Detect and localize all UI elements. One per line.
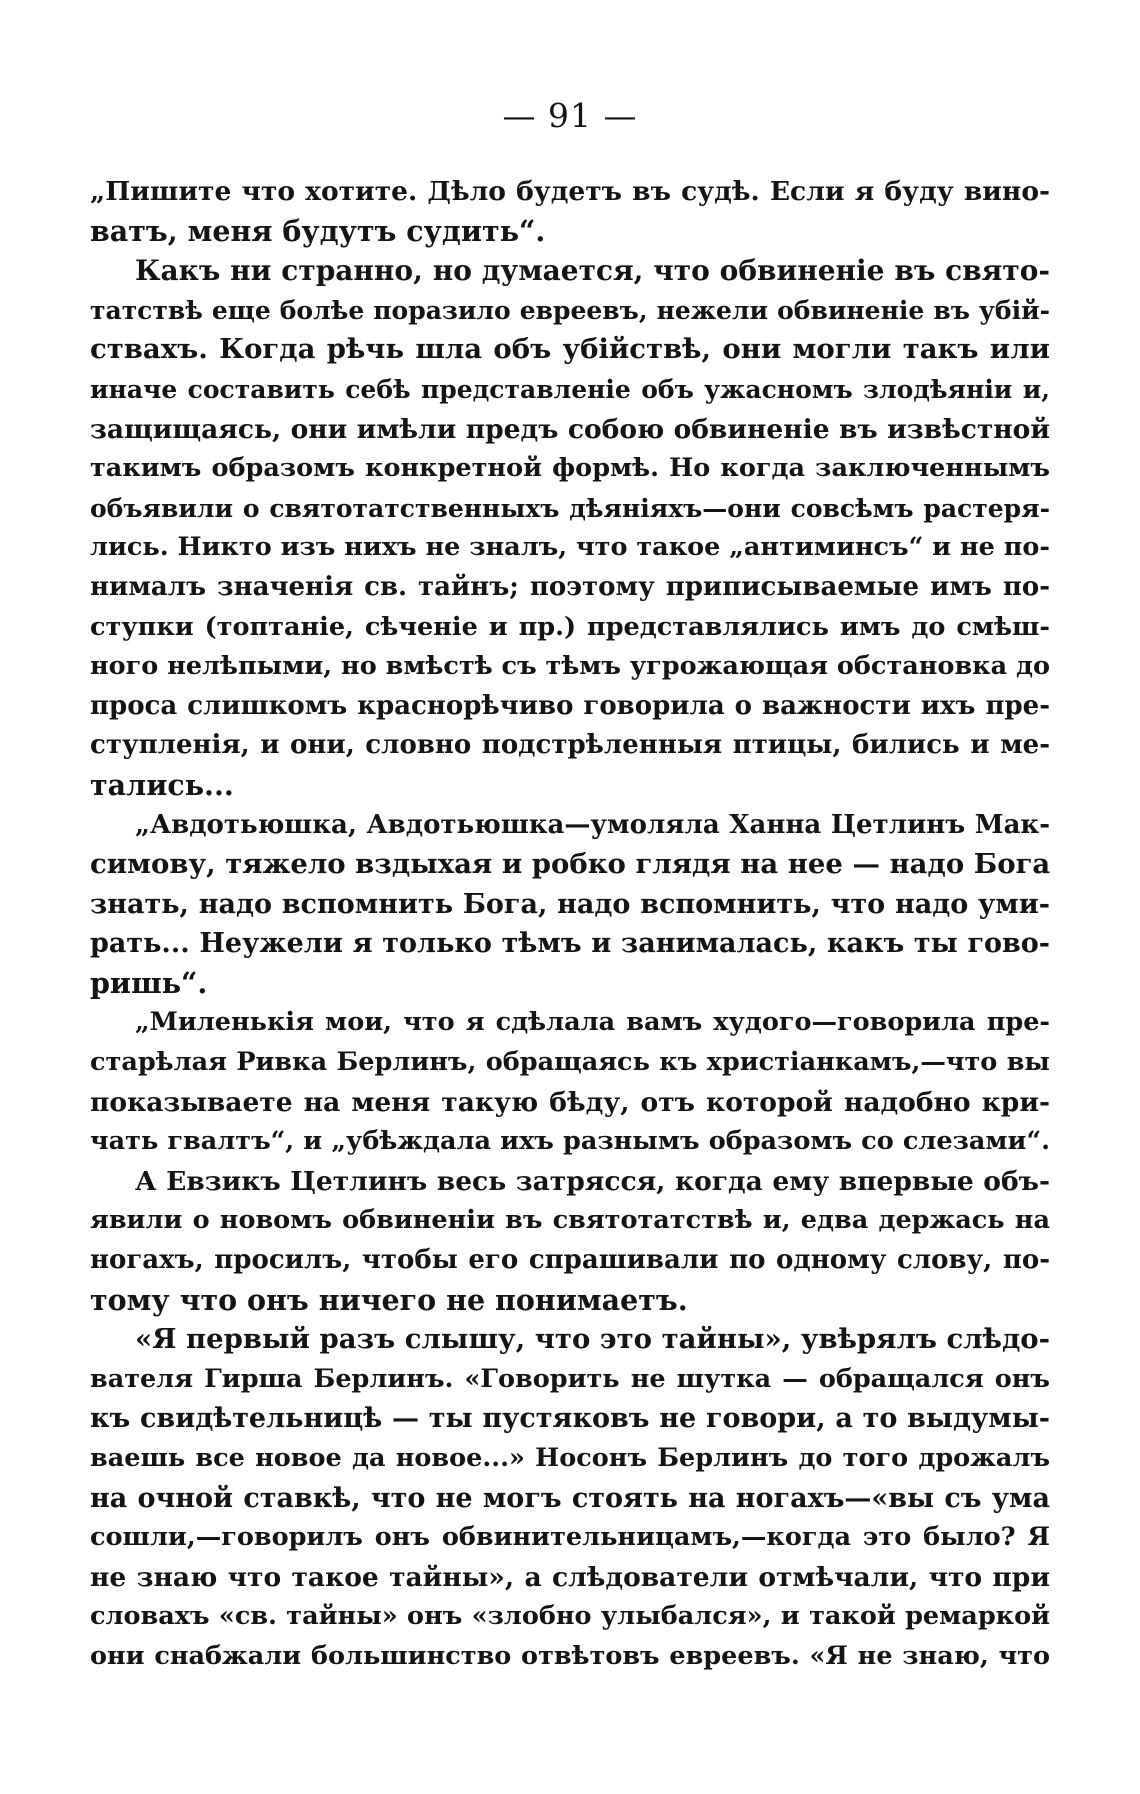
text-line: словахъ «св. тайны» онъ «злобно улыбался», и такой ремаркой — [90, 1601, 1050, 1632]
text-line: А Евзикъ Цетлинъ весь затрясся, когда ему впервые объ- — [135, 1165, 1050, 1197]
text-line: явили о новомъ обвиненіи въ святотатствѣ и, едва держась на — [90, 1205, 1050, 1236]
text-line: ного нелѣпыми, но вмѣстѣ съ тѣмъ угрожающая обстановка до — [90, 651, 1050, 682]
text-line: ришь“. — [90, 965, 208, 1000]
text-line: проса слишкомъ краснорѣчиво говорила о важности ихъ пре- — [90, 690, 1050, 721]
text-line: не знаю что такое тайны», а слѣдователи отмѣчали, что при — [90, 1561, 1050, 1593]
text-line: ступки (топтаніе, сѣченіе и пр.) представлялись имъ до смѣш- — [90, 611, 1050, 642]
text-line: защищаясь, они имѣли предъ собою обвиненіе въ извѣстной — [90, 413, 1050, 445]
text-line: Какъ ни странно, но думается, что обвиненіе въ свято- — [135, 254, 1050, 288]
text-line: ногахъ, просилъ, чтобы его спрашивали по одному слову, по- — [90, 1245, 1050, 1276]
text-line: „Пишите что хотите. Дѣло будетъ въ судѣ. Если я буду вино- — [90, 176, 1050, 207]
text-line: ваешь все новое да новое...» Носонъ Берлинъ до того дрожалъ — [90, 1443, 1050, 1473]
text-line: старѣлая Ривка Берлинъ, обращаясь къ христіанкамъ,—что вы — [90, 1047, 1050, 1078]
text-line: объявили о святотатственныхъ дѣяніяхъ—они совсѣмъ растеря- — [90, 493, 1050, 523]
text-line: тались... — [90, 767, 234, 802]
body-text — [90, 172, 1050, 1677]
text-line: «Я первый разъ слышу, что это тайны», увѣрялъ слѣдо- — [135, 1323, 1050, 1356]
text-line: рать... Неужели я только тѣмъ и занималась, какъ ты гово- — [90, 928, 1050, 960]
text-line: татствѣ еще болѣе поразило евреевъ, нежели обвиненіе въ убій- — [90, 295, 1050, 325]
text-line: лись. Никто изъ нихъ не зналъ, что такое „антиминсъ“ и не по- — [90, 532, 1050, 563]
text-line: симову, тяжело вздыхая и робко глядя на нее — надо Бога — [90, 848, 1050, 881]
text-line: нималъ значенія св. тайнъ; поэтому приписываемые имъ по- — [90, 571, 1050, 602]
text-line: „Миленькія мои, что я сдѣлала вамъ худого—говорила пре- — [135, 1007, 1050, 1038]
text-line: къ свидѣтельницѣ — ты пустяковъ не говори, а то выдумы- — [90, 1403, 1050, 1435]
text-line: ватъ, меня будутъ судить“. — [90, 213, 546, 248]
text-line: показываете на меня такую бѣду, отъ которой надобно кри- — [90, 1086, 1050, 1118]
text-line: чать гвалтъ“, и „убѣждала ихъ разнымъ образомъ со слезами“. — [90, 1126, 1050, 1157]
page-number: — 91 — — [502, 96, 638, 135]
text-line: „Авдотьюшка, Авдотьюшка—умоляла Ханна Цетлинъ Мак- — [135, 809, 1050, 840]
text-line: они снабжали большинство отвѣтовъ евреевъ. «Я не знаю, что — [90, 1640, 1050, 1671]
text-line: сошли,—говорилъ онъ обвинительницамъ,—когда это было? Я — [90, 1522, 1050, 1553]
text-line: ствахъ. Когда рѣчь шла объ убійствѣ, они могли такъ или — [90, 333, 1050, 366]
text-line: иначе составить себѣ представленіе объ ужасномъ злодѣяніи и, — [90, 374, 1050, 404]
text-line: такимъ образомъ конкретной формѣ. Но когда заключеннымъ — [90, 453, 1050, 484]
text-line: знать, надо вспомнить Бога, надо вспомнить, что надо уми- — [90, 888, 1050, 920]
text-line: вателя Гирша Берлинъ. «Говорить не шутка — обращался онъ — [90, 1363, 1050, 1394]
text-line: тому что онъ ничего не понимаетъ. — [90, 1282, 688, 1317]
text-line: на очной ставкѣ, что не могъ стоять на ногахъ—«вы съ ума — [90, 1482, 1050, 1514]
text-line: ступленія, и они, словно подстрѣленныя птицы, бились и ме- — [90, 730, 1050, 761]
